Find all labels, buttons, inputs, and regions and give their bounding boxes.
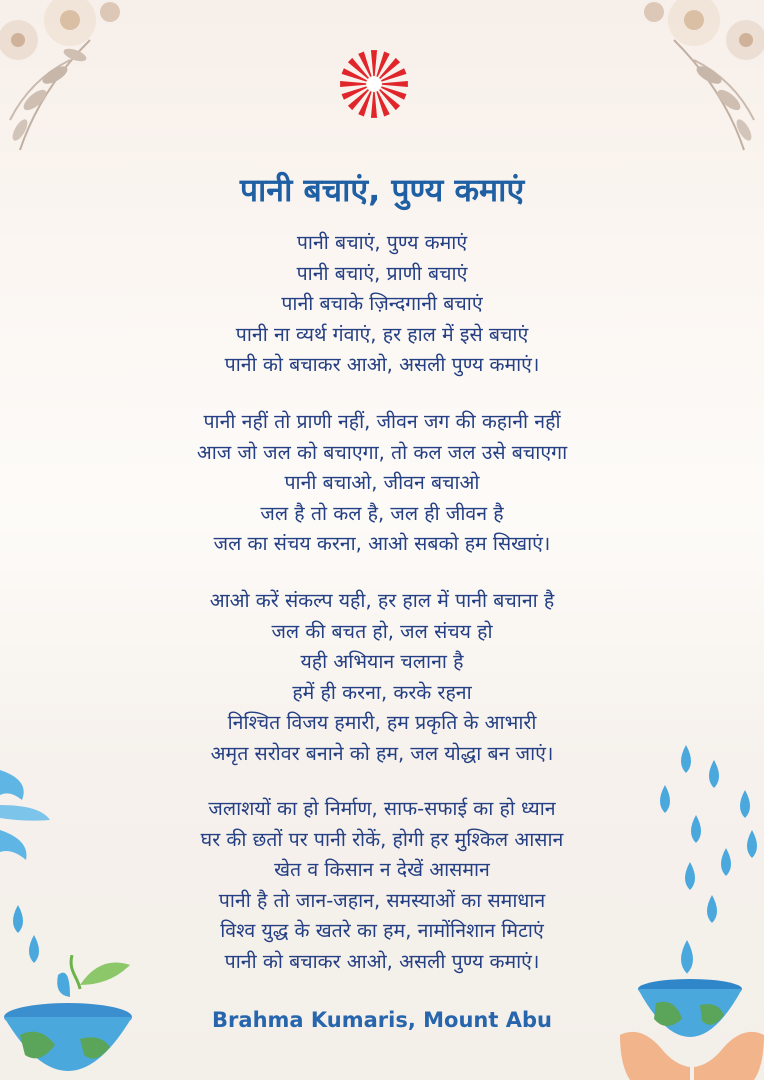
poem-stanza-4 bbox=[0, 794, 764, 977]
poem-line: निश्चित विजय हमारी, हम प्रकृति के आभारी bbox=[227, 711, 537, 734]
earth-bowl-icon bbox=[0, 955, 150, 1080]
poem-line: यही अभियान चलाना है bbox=[300, 650, 464, 673]
poem-line: पानी ना व्यर्थ गंवाएं, हर हाल में इसे बचाएं bbox=[235, 322, 529, 346]
poem-line: जल का संचय करना, आओ सबको हम सिखाएं। bbox=[213, 532, 551, 555]
poem-line: अमृत सरोवर बनाने को हम, जल योद्धा बन जाएं। bbox=[210, 741, 554, 765]
poem-line: जलाशयों का हो निर्माण, साफ-सफाई का हो ध्यान bbox=[208, 797, 556, 820]
poem-stanza-2 bbox=[0, 407, 764, 560]
poem-line: हमें ही करना, करके रहना bbox=[292, 680, 472, 704]
water-drop-icon bbox=[655, 785, 675, 815]
water-drop-icon bbox=[686, 815, 706, 845]
poem-stanza-1 bbox=[0, 228, 764, 381]
poem-line: पानी नहीं तो प्राणी नहीं, जीवन जग की कहानी नहीं bbox=[203, 410, 561, 433]
water-drop-icon bbox=[680, 862, 700, 892]
logo-ray bbox=[371, 92, 377, 118]
poem-line: विश्व युद्ध के खतरे का हम, नामोंनिशान मिटाएं bbox=[220, 919, 544, 942]
poem-line: पानी बचाके ज़िन्दगानी बचाएं bbox=[281, 292, 483, 315]
water-splash-icon bbox=[0, 760, 60, 880]
logo-ray bbox=[342, 86, 367, 99]
page-title: पानी बचाएं, पुण्य कमाएं bbox=[239, 171, 525, 209]
water-drop-icon bbox=[8, 905, 28, 935]
poem-line: जल की बचत हो, जल संचय हो bbox=[271, 619, 493, 643]
logo-ray bbox=[358, 91, 371, 116]
poem-line: पानी को बचाकर आओ, असली पुण्य कमाएं। bbox=[224, 353, 540, 376]
logo-ray bbox=[371, 50, 377, 76]
poem-line: खेत व किसान न देखें आसमान bbox=[274, 858, 490, 881]
water-drop-icon bbox=[704, 760, 724, 790]
poem-line: घर की छतों पर पानी रोकें, होगी हर मुश्किल आसान bbox=[200, 827, 564, 851]
poem-line: पानी बचाएं, पुण्य कमाएं bbox=[296, 231, 468, 254]
poem-line: आओ करें संकल्प यही, हर हाल में पानी बचाना है bbox=[209, 589, 555, 612]
poem-line: आज जो जल को बचाएगा, तो कल जल उसे बचाएगा bbox=[196, 440, 568, 464]
logo-ray bbox=[376, 91, 389, 116]
logo-ray bbox=[376, 52, 389, 77]
water-drop-icon bbox=[674, 940, 700, 976]
logo-ray bbox=[381, 86, 406, 99]
poem-line: पानी को बचाकर आओ, असली पुण्य कमाएं। bbox=[224, 949, 540, 973]
brahma-kumaris-logo-icon bbox=[338, 48, 410, 120]
logo-ray bbox=[342, 68, 367, 81]
water-drop-icon bbox=[735, 790, 755, 820]
water-drop-icon bbox=[716, 848, 736, 878]
water-drop-icon bbox=[742, 830, 762, 860]
poem-line: पानी बचाएं, प्राणी बचाएं bbox=[296, 261, 468, 285]
poem-line: पानी है तो जान-जहान, समस्याओं का समाधान bbox=[218, 888, 546, 912]
hands-holding-earth-icon bbox=[620, 975, 764, 1080]
flower-decoration-icon-top-right bbox=[624, 0, 764, 160]
flower-decoration-icon-top-left bbox=[0, 0, 140, 160]
poem-line: जल है तो कल है, जल ही जीवन है bbox=[260, 501, 504, 525]
water-drop-icon bbox=[702, 895, 722, 925]
poem-line: पानी बचाओ, जीवन बचाओ bbox=[284, 471, 480, 494]
logo-ray bbox=[340, 81, 366, 87]
water-drop-icon bbox=[676, 745, 696, 775]
logo-ray bbox=[358, 52, 371, 77]
logo-ray bbox=[382, 81, 408, 87]
poem-stanza-3 bbox=[0, 586, 764, 769]
footer-credit: Brahma Kumaris, Mount Abu bbox=[212, 1008, 552, 1032]
logo-ray bbox=[381, 68, 406, 81]
